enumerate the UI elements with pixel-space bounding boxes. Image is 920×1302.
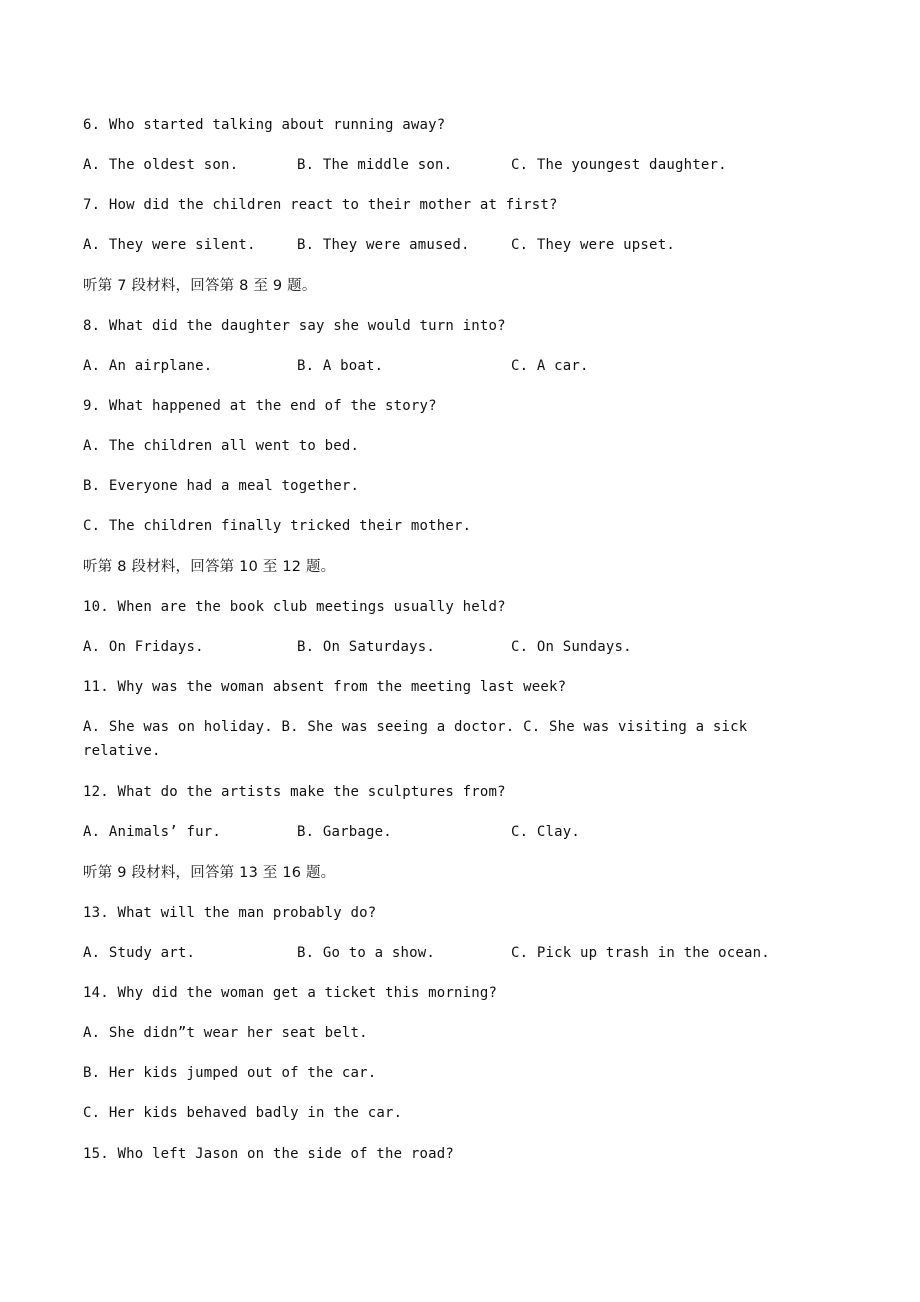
option-a: A. The children all went to bed. bbox=[83, 438, 360, 454]
option-a: A. She didn”t wear her seat belt. bbox=[83, 1025, 368, 1041]
option-b: B. Garbage. bbox=[297, 824, 392, 840]
option-a: A. An airplane. bbox=[83, 358, 213, 374]
question-8: 8. What did the daughter say she would turn into? bbox=[83, 318, 506, 334]
option-b: B. The middle son. bbox=[297, 157, 453, 173]
option-a: A. On Fridays. bbox=[83, 639, 204, 655]
section-heading-7: 听第 7 段材料，回答第 8 至 9 题。 bbox=[83, 278, 317, 294]
question-13: 13. What will the man probably do? bbox=[83, 905, 377, 921]
question-11: 11. Why was the woman absent from the meeting last week? bbox=[83, 679, 567, 695]
option-b: B. Everyone had a meal together. bbox=[83, 478, 360, 494]
question-14: 14. Why did the woman get a ticket this morning? bbox=[83, 985, 498, 1001]
option-a: A. The oldest son. bbox=[83, 157, 239, 173]
option-b: B. Go to a show. bbox=[297, 945, 436, 961]
option-b: B. On Saturdays. bbox=[297, 639, 436, 655]
question-12: 12. What do the artists make the sculptures from? bbox=[83, 784, 506, 800]
question-15: 15. Who left Jason on the side of the road? bbox=[83, 1146, 455, 1162]
question-6: 6. Who started talking about running away? bbox=[83, 117, 446, 133]
option-c: C. Clay. bbox=[511, 824, 581, 840]
option-c: C. They were upset. bbox=[511, 237, 675, 253]
section-heading-9: 听第 9 段材料，回答第 13 至 16 题。 bbox=[83, 865, 336, 881]
option-c: C. The children finally tricked their mother. bbox=[83, 518, 472, 534]
option-b: B. They were amused. bbox=[297, 237, 470, 253]
option-c: C. The youngest daughter. bbox=[511, 157, 727, 173]
option-a: A. Study art. bbox=[83, 945, 196, 961]
option-b: B. A boat. bbox=[297, 358, 384, 374]
section-heading-8: 听第 8 段材料，回答第 10 至 12 题。 bbox=[83, 559, 336, 575]
option-a: A. They were silent. bbox=[83, 237, 256, 253]
option-c: C. On Sundays. bbox=[511, 639, 632, 655]
option-c: C. A car. bbox=[511, 358, 589, 374]
option-c: C. Pick up trash in the ocean. bbox=[511, 945, 770, 961]
option-a: A. Animals’ fur. bbox=[83, 824, 222, 840]
options-q11: A. She was on holiday. B. She was seeing a doctor. C. She was visiting a sick relative. bbox=[83, 719, 748, 759]
question-10: 10. When are the book club meetings usually held? bbox=[83, 599, 506, 615]
question-7: 7. How did the children react to their mother at first? bbox=[83, 197, 558, 213]
option-b: B. Her kids jumped out of the car. bbox=[83, 1065, 377, 1081]
question-9: 9. What happened at the end of the story? bbox=[83, 398, 437, 414]
option-c: C. Her kids behaved badly in the car. bbox=[83, 1105, 403, 1121]
